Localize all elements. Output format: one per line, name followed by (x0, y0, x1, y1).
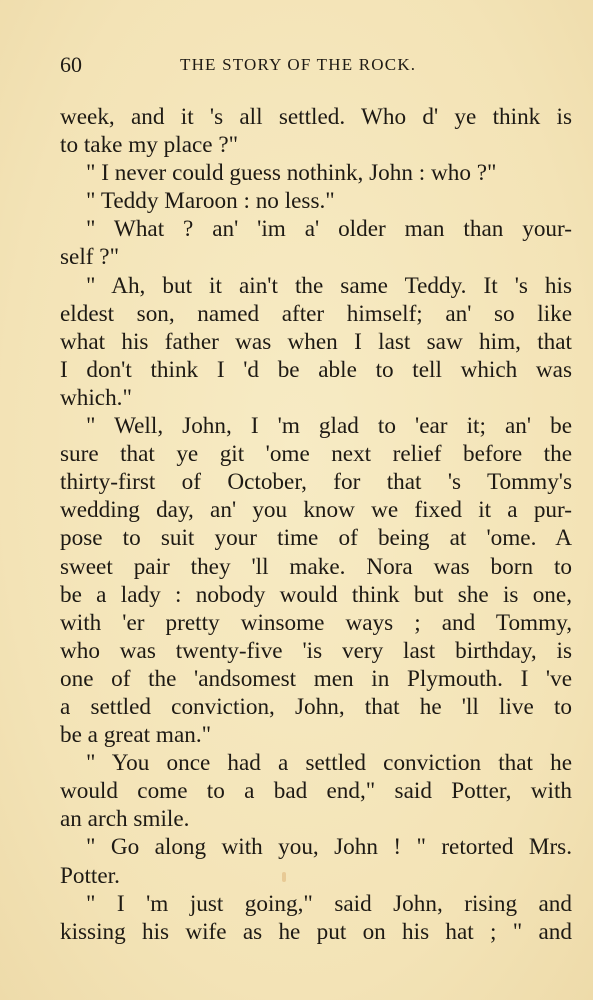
text-line: with 'er pretty winsome ways ; and Tommy, (60, 609, 572, 636)
text-line: " Well, John, I 'm glad to 'ear it; an' be (86, 413, 572, 440)
text-line: wedding day, an' you know we fixed it a pur- (60, 497, 572, 524)
text-line: would come to a bad end," said Potter, with (60, 778, 572, 805)
text-line: sweet pair they 'll make. Nora was born to (60, 553, 572, 580)
text-line: thirty-first of October, for that 's Tommy's (60, 469, 572, 496)
running-head: THE STORY OF THE ROCK. (180, 55, 417, 74)
text-line: pose to suit your time of being at 'ome. A (60, 525, 572, 552)
text-line: an arch smile. (60, 806, 190, 833)
text-line: eldest son, named after himself; an' so like (60, 300, 572, 327)
page-header (60, 52, 572, 82)
paper-speck (282, 872, 286, 882)
text-line: " You once had a settled conviction that he (86, 750, 572, 777)
text-line: " Ah, but it ain't the same Teddy. It 's his (86, 272, 572, 299)
page-number: 60 (60, 52, 82, 77)
text-line: a settled conviction, John, that he 'll live to (60, 693, 572, 720)
text-line: sure that ye git 'ome next relief before the (60, 441, 572, 468)
text-line: Potter. (60, 862, 120, 889)
text-line: " Go along with you, John ! " retorted Mrs. (86, 834, 572, 861)
text-line: kissing his wife as he put on his hat ; " and (60, 918, 572, 945)
text-line: " Teddy Maroon : no less." (86, 188, 335, 215)
text-line: which." (60, 384, 132, 411)
text-line: " I never could guess nothink, John : who ?" (86, 160, 497, 187)
text-line: " What ? an' 'im a' older man than your- (86, 216, 572, 243)
text-line: be a lady : nobody would think but she is one, (60, 581, 572, 608)
text-line: one of the 'andsomest men in Plymouth. I 've (60, 665, 572, 692)
text-line: self ?" (60, 244, 120, 271)
text-line: " I 'm just going," said John, rising and (86, 890, 572, 917)
text-line: be a great man." (60, 722, 212, 749)
text-line: I don't think I 'd be able to tell which was (60, 356, 572, 383)
text-body (60, 103, 572, 946)
text-line: who was twenty-five 'is very last birthday, is (60, 637, 572, 664)
text-line: what his father was when I last saw him, that (60, 328, 572, 355)
text-line: to take my place ?" (60, 132, 239, 159)
text-line: week, and it 's all settled. Who d' ye think is (60, 104, 572, 130)
